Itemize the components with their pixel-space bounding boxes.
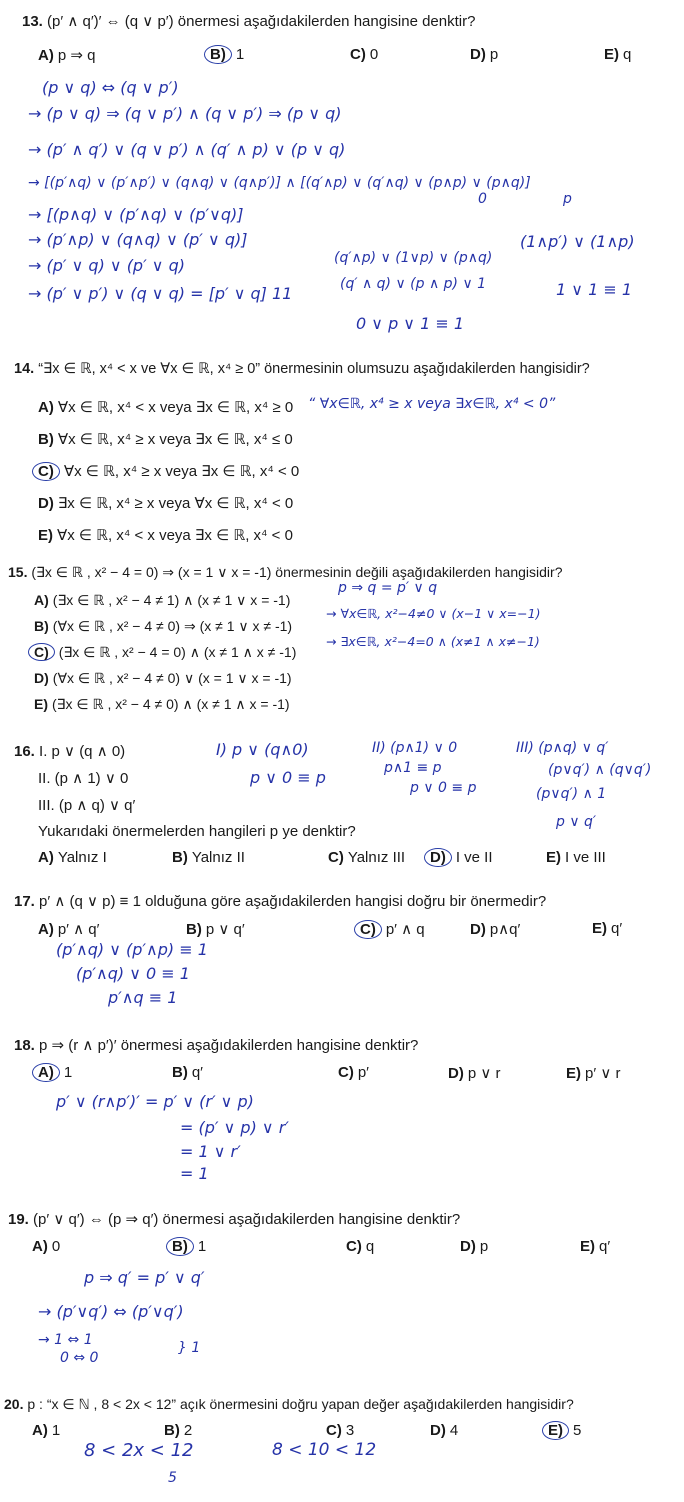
- option-e[interactable]: E) q: [604, 46, 632, 63]
- handwritten-work: (1∧p′) ∨ (1∧p): [520, 232, 635, 251]
- option-d[interactable]: D) p∧q′: [470, 921, 521, 938]
- option-a[interactable]: A) 1: [32, 1422, 61, 1439]
- handwritten-work: III) (p∧q) ∨ q′: [516, 740, 609, 756]
- option-c[interactable]: C) p′: [338, 1064, 369, 1081]
- handwritten-work: p′ ∨ (r∧p′)′ = p′ ∨ (r′ ∨ p): [56, 1092, 254, 1111]
- option-d[interactable]: D) (∀x ∈ ℝ , x² − 4 ≠ 0) ∨ (x = 1 ∨ x = -1): [34, 670, 292, 686]
- question-15-stem: 15. (∃x ∈ ℝ , x² − 4 = 0) ⇒ (x = 1 ∨ x = -1) önermesinin değili aşağıdakilerden hangisidir?: [8, 564, 563, 580]
- option-e[interactable]: E) ∀x ∈ ℝ, x⁴ < x veya ∃x ∈ ℝ, x⁴ < 0: [38, 527, 293, 544]
- handwritten-work: } 1: [178, 1340, 201, 1356]
- option-a[interactable]: A) p′ ∧ q′: [38, 921, 100, 938]
- handwritten-work: (p ∨ q) ⇔ (q ∨ p′): [42, 78, 179, 97]
- option-e[interactable]: E) q′: [580, 1238, 611, 1255]
- handwritten-work: → 1 ⇔ 1: [38, 1332, 93, 1348]
- option-b[interactable]: B) Yalnız II: [172, 849, 245, 866]
- handwritten-work: 8 < 10 < 12: [272, 1440, 377, 1460]
- option-b[interactable]: B) 1: [172, 1238, 206, 1255]
- option-a[interactable]: A) p ⇒ q: [38, 47, 96, 64]
- option-d[interactable]: D) I ve II: [430, 849, 493, 866]
- handwritten-work: → (p′ ∨ p′) ∨ (q ∨ q) = [p′ ∨ q] 11: [28, 284, 293, 303]
- statement-row: 16. I. p ∨ (q ∧ 0): [14, 743, 126, 760]
- question-20-stem: 20. p : “x ∈ ℕ , 8 < 2x < 12” açık önermesini doğru yapan değer aşağıdakilerden hangisidir?: [4, 1396, 574, 1412]
- question-16-stem: Yukarıdaki önermelerden hangileri p ye denktir?: [38, 823, 356, 840]
- handwritten-work: → (p′∨q′) ⇔ (p′∨q′): [38, 1302, 184, 1321]
- handwritten-work: = 1: [180, 1164, 209, 1183]
- option-c[interactable]: C) p′ ∧ q: [360, 920, 425, 938]
- option-b[interactable]: B) q′: [172, 1064, 203, 1081]
- option-b[interactable]: B) (∀x ∈ ℝ , x² − 4 ≠ 0) ⇒ (x ≠ 1 ∨ x ≠ -1): [34, 618, 293, 634]
- handwritten-work: 5: [168, 1470, 177, 1486]
- handwritten-work: → (p′ ∨ q) ∨ (p′ ∨ q): [28, 256, 185, 275]
- handwritten-work: 0 ⇔ 0: [60, 1350, 99, 1366]
- option-c[interactable]: C) (∃x ∈ ℝ , x² − 4 = 0) ∧ (x ≠ 1 ∧ x ≠ -1): [34, 644, 296, 661]
- option-e[interactable]: E) q′: [592, 920, 623, 937]
- handwritten-work: 0: [478, 191, 487, 207]
- handwritten-work: “ ∀x∈ℝ, x⁴ ≥ x veya ∃x∈ℝ, x⁴ < 0”: [308, 396, 556, 412]
- handwritten-work: 1 ∨ 1 ≡ 1: [556, 280, 632, 299]
- question-17-stem: 17. p′ ∧ (q ∨ p) ≡ 1 olduğuna göre aşağıdakilerden hangisi doğru bir önermedir?: [14, 893, 547, 910]
- option-c[interactable]: C) q: [346, 1238, 375, 1255]
- handwritten-work: 0 ∨ p ∨ 1 ≡ 1: [356, 314, 465, 333]
- handwritten-work: I) p ∨ (q∧0): [216, 740, 309, 759]
- handwritten-work: (p′∧q) ∨ 0 ≡ 1: [76, 964, 190, 983]
- handwritten-work: → ∃x∈ℝ, x²−4=0 ∧ (x≠1 ∧ x≠−1): [326, 634, 540, 649]
- option-e[interactable]: E) (∃x ∈ ℝ , x² − 4 ≠ 0) ∧ (x ≠ 1 ∧ x = -1): [34, 696, 290, 712]
- option-b[interactable]: B) 2: [164, 1422, 193, 1439]
- question-text: (p′ ∧ q′)′ ⇔ (q ∨ p′) önermesi aşağıdakilerden hangisine denktir?: [47, 13, 476, 30]
- handwritten-work: (p′∧q) ∨ (p′∧p) ≡ 1: [56, 940, 208, 959]
- handwritten-work: (p∨q′) ∧ 1: [536, 786, 607, 802]
- option-d[interactable]: D) p ∨ r: [448, 1065, 501, 1082]
- handwritten-work: = 1 ∨ r′: [180, 1142, 241, 1161]
- option-b[interactable]: B) ∀x ∈ ℝ, x⁴ ≥ x veya ∃x ∈ ℝ, x⁴ ≤ 0: [38, 431, 293, 448]
- handwritten-work: p ∨ 0 ≡ p: [410, 780, 477, 796]
- option-c[interactable]: C) 0: [350, 46, 379, 63]
- option-a[interactable]: A) ∀x ∈ ℝ, x⁴ < x veya ∃x ∈ ℝ, x⁴ ≥ 0: [38, 399, 294, 416]
- option-d[interactable]: D) p: [460, 1238, 489, 1255]
- option-b[interactable]: B) p ∨ q′: [186, 921, 245, 938]
- option-a[interactable]: A) 1: [38, 1064, 72, 1081]
- option-a[interactable]: A) (∃x ∈ ℝ , x² − 4 ≠ 1) ∧ (x ≠ 1 ∨ x = -1): [34, 592, 291, 608]
- handwritten-work: p ∨ q′: [556, 814, 597, 830]
- handwritten-work: = (p′ ∨ p) ∨ r′: [180, 1118, 289, 1137]
- option-b[interactable]: B) 1: [210, 46, 244, 63]
- handwritten-work: (q′∧p) ∨ (1∨p) ∨ (p∧q): [334, 250, 493, 266]
- handwritten-work: → [(p∧q) ∨ (p′∧q) ∨ (p′∨q)]: [28, 205, 244, 224]
- handwritten-work: 8 < 2x < 12: [84, 1440, 194, 1461]
- option-d[interactable]: D) 4: [430, 1422, 459, 1439]
- question-13-stem: [22, 12, 475, 30]
- handwritten-work: p ⇒ q′ = p′ ∨ q′: [84, 1268, 205, 1287]
- question-14-stem: 14. “∃x ∈ ℝ, x⁴ < x ve ∀x ∈ ℝ, x⁴ ≥ 0” önermesinin olumsuzu aşağıdakilerden hangisidir?: [14, 361, 590, 377]
- option-e[interactable]: E) I ve III: [546, 849, 606, 866]
- statement-row: III. (p ∧ q) ∨ q′: [38, 797, 136, 814]
- option-e[interactable]: E) 5: [548, 1422, 581, 1439]
- option-c[interactable]: C) 3: [326, 1422, 355, 1439]
- option-d[interactable]: D) p: [470, 46, 499, 63]
- handwritten-work: → ∀x∈ℝ, x²−4≠0 ∨ (x−1 ∨ x=−1): [326, 606, 541, 621]
- option-a[interactable]: A) Yalnız I: [38, 849, 107, 866]
- handwritten-work: p′∧q ≡ 1: [108, 988, 178, 1007]
- handwritten-work: p: [563, 191, 572, 207]
- question-18-stem: 18. p ⇒ (r ∧ p′)′ önermesi aşağıdakilerden hangisine denktir?: [14, 1037, 419, 1054]
- option-d[interactable]: D) ∃x ∈ ℝ, x⁴ ≥ x veya ∀x ∈ ℝ, x⁴ < 0: [38, 495, 294, 512]
- handwritten-work: p ∨ 0 ≡ p: [250, 768, 326, 787]
- handwritten-work: → (p ∨ q) ⇒ (q ∨ p′) ∧ (q ∨ p′) ⇒ (p ∨ q): [28, 104, 342, 123]
- option-c[interactable]: C) ∀x ∈ ℝ, x⁴ ≥ x veya ∃x ∈ ℝ, x⁴ < 0: [38, 462, 299, 480]
- handwritten-work: → (p′∧p) ∨ (q∧q) ∨ (p′ ∨ q)]: [28, 230, 248, 249]
- handwritten-work: → [(p′∧q) ∨ (p′∧p′) ∨ (q∧q) ∨ (q∧p′)] ∧ [(q′∧p) ∨ (q′∧q) ∨ (p∧p) ∨ (p∧q)]: [28, 175, 531, 191]
- option-e[interactable]: E) p′ ∨ r: [566, 1065, 621, 1082]
- question-19-stem: 19. (p′ ∨ q′) ⇔ (p ⇒ q′) önermesi aşağıdakilerden hangisine denktir?: [8, 1211, 461, 1228]
- option-c[interactable]: C) Yalnız III: [328, 849, 406, 866]
- option-a[interactable]: A) 0: [32, 1238, 61, 1255]
- statement-row: II. (p ∧ 1) ∨ 0: [38, 770, 129, 787]
- handwritten-work: (p∨q′) ∧ (q∨q′): [548, 762, 652, 778]
- handwritten-work: → (p′ ∧ q′) ∨ (q ∨ p′) ∧ (q′ ∧ p) ∨ (p ∨ q): [28, 140, 346, 159]
- handwritten-work: p ⇒ q = p′ ∨ q: [338, 580, 438, 596]
- handwritten-work: II) (p∧1) ∨ 0: [372, 740, 458, 756]
- handwritten-work: (q′ ∧ q) ∨ (p ∧ p) ∨ 1: [340, 276, 487, 292]
- question-number: 13.: [22, 13, 43, 30]
- handwritten-work: p∧1 ≡ p: [384, 760, 442, 776]
